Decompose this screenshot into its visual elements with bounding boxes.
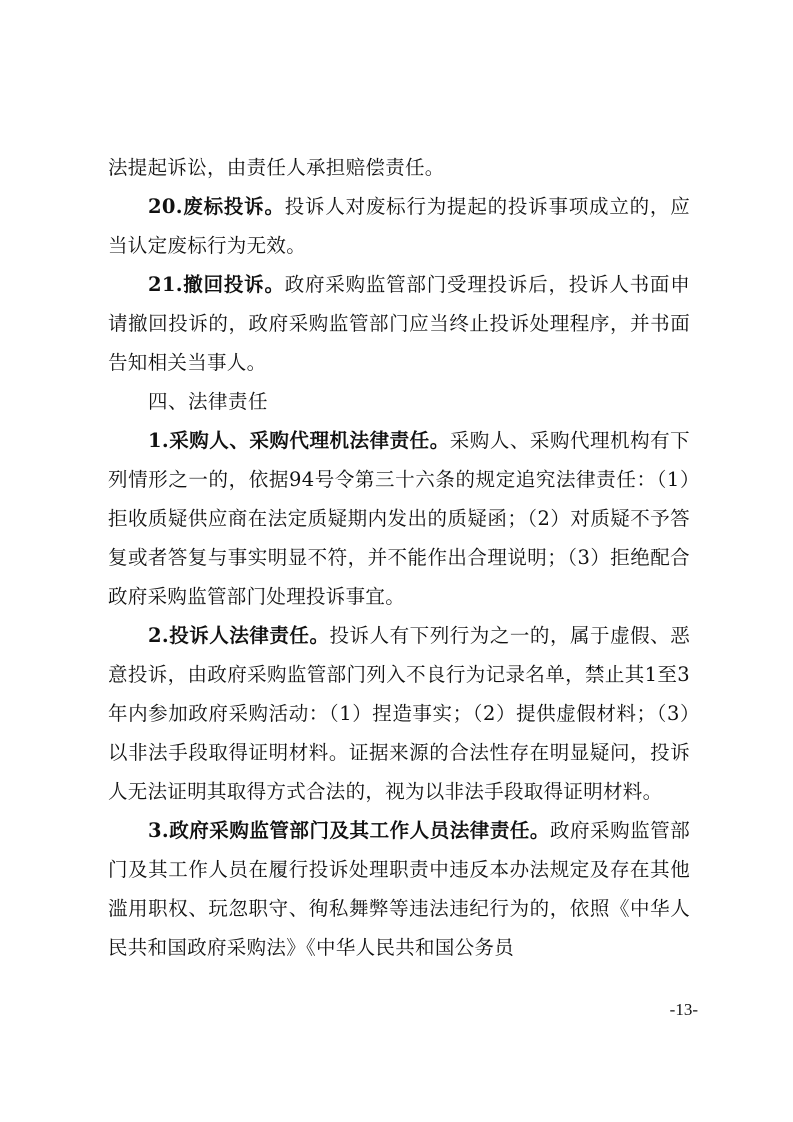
paragraph-lead: 20.废标投诉。 (148, 195, 285, 218)
paragraph-lead: 21.撤回投诉。 (148, 273, 285, 296)
paragraph-lead: 2.投诉人法律责任。 (148, 624, 330, 647)
section-heading: 四、法律责任 (148, 390, 269, 413)
paragraph-3-regulator-liability (108, 811, 690, 967)
paragraph-1-purchaser-liability (108, 421, 690, 616)
body-text (108, 148, 690, 967)
paragraph-text: 投诉人有下列行为之一的，属于虚假、恶意投诉，由政府采购监管部门列入不良行为记录名单，禁止其1至3年内参加政府采购活动：（1）捏造事实；（2）提供虚假材料；（3）以非法手段取得证明材料。证据来源的合法性存在明显疑问，投诉人无法证明其取得方式合法的，视为以非法手段取得证明材料。 (108, 624, 690, 803)
page-number: -13- (669, 1000, 698, 1019)
paragraph-21-withdraw-complaint (108, 265, 690, 382)
paragraph-text: 政府采购监管部门及其工作人员在履行投诉处理职责中违反本办法规定及存在其他滥用职权、玩忽职守、徇私舞弊等违法违纪行为的，依照《中华人民共和国政府采购法》《中华人民共和国公务员 (108, 819, 690, 959)
paragraph-20-abandoned-bid-complaint (108, 187, 690, 265)
paragraph-lead: 3.政府采购监管部门及其工作人员法律责任。 (148, 819, 550, 842)
paragraph-lead: 1.采购人、采购代理机法律责任。 (148, 429, 450, 452)
paragraph-text: 法提起诉讼，由责任人承担赔偿责任。 (108, 156, 445, 179)
paragraph-text: 投诉人对废标行为提起的投诉事项成立的，应当认定废标行为无效。 (108, 195, 690, 257)
paragraph-2-complainant-liability (108, 616, 690, 811)
paragraph-continued (108, 148, 690, 187)
paragraph-text: 采购人、采购代理机构有下列情形之一的，依据94号令第三十六条的规定追究法律责任：（1）拒收质疑供应商在法定质疑期内发出的质疑函；（2）对质疑不予答复或者答复与事实明显不符，并不能作出合理说明；（3）拒绝配合政府采购监管部门处理投诉事宜。 (108, 429, 690, 608)
paragraph-text: 政府采购监管部门受理投诉后，投诉人书面申请撤回投诉的，政府采购监管部门应当终止投诉处理程序，并书面告知相关当事人。 (108, 273, 690, 374)
